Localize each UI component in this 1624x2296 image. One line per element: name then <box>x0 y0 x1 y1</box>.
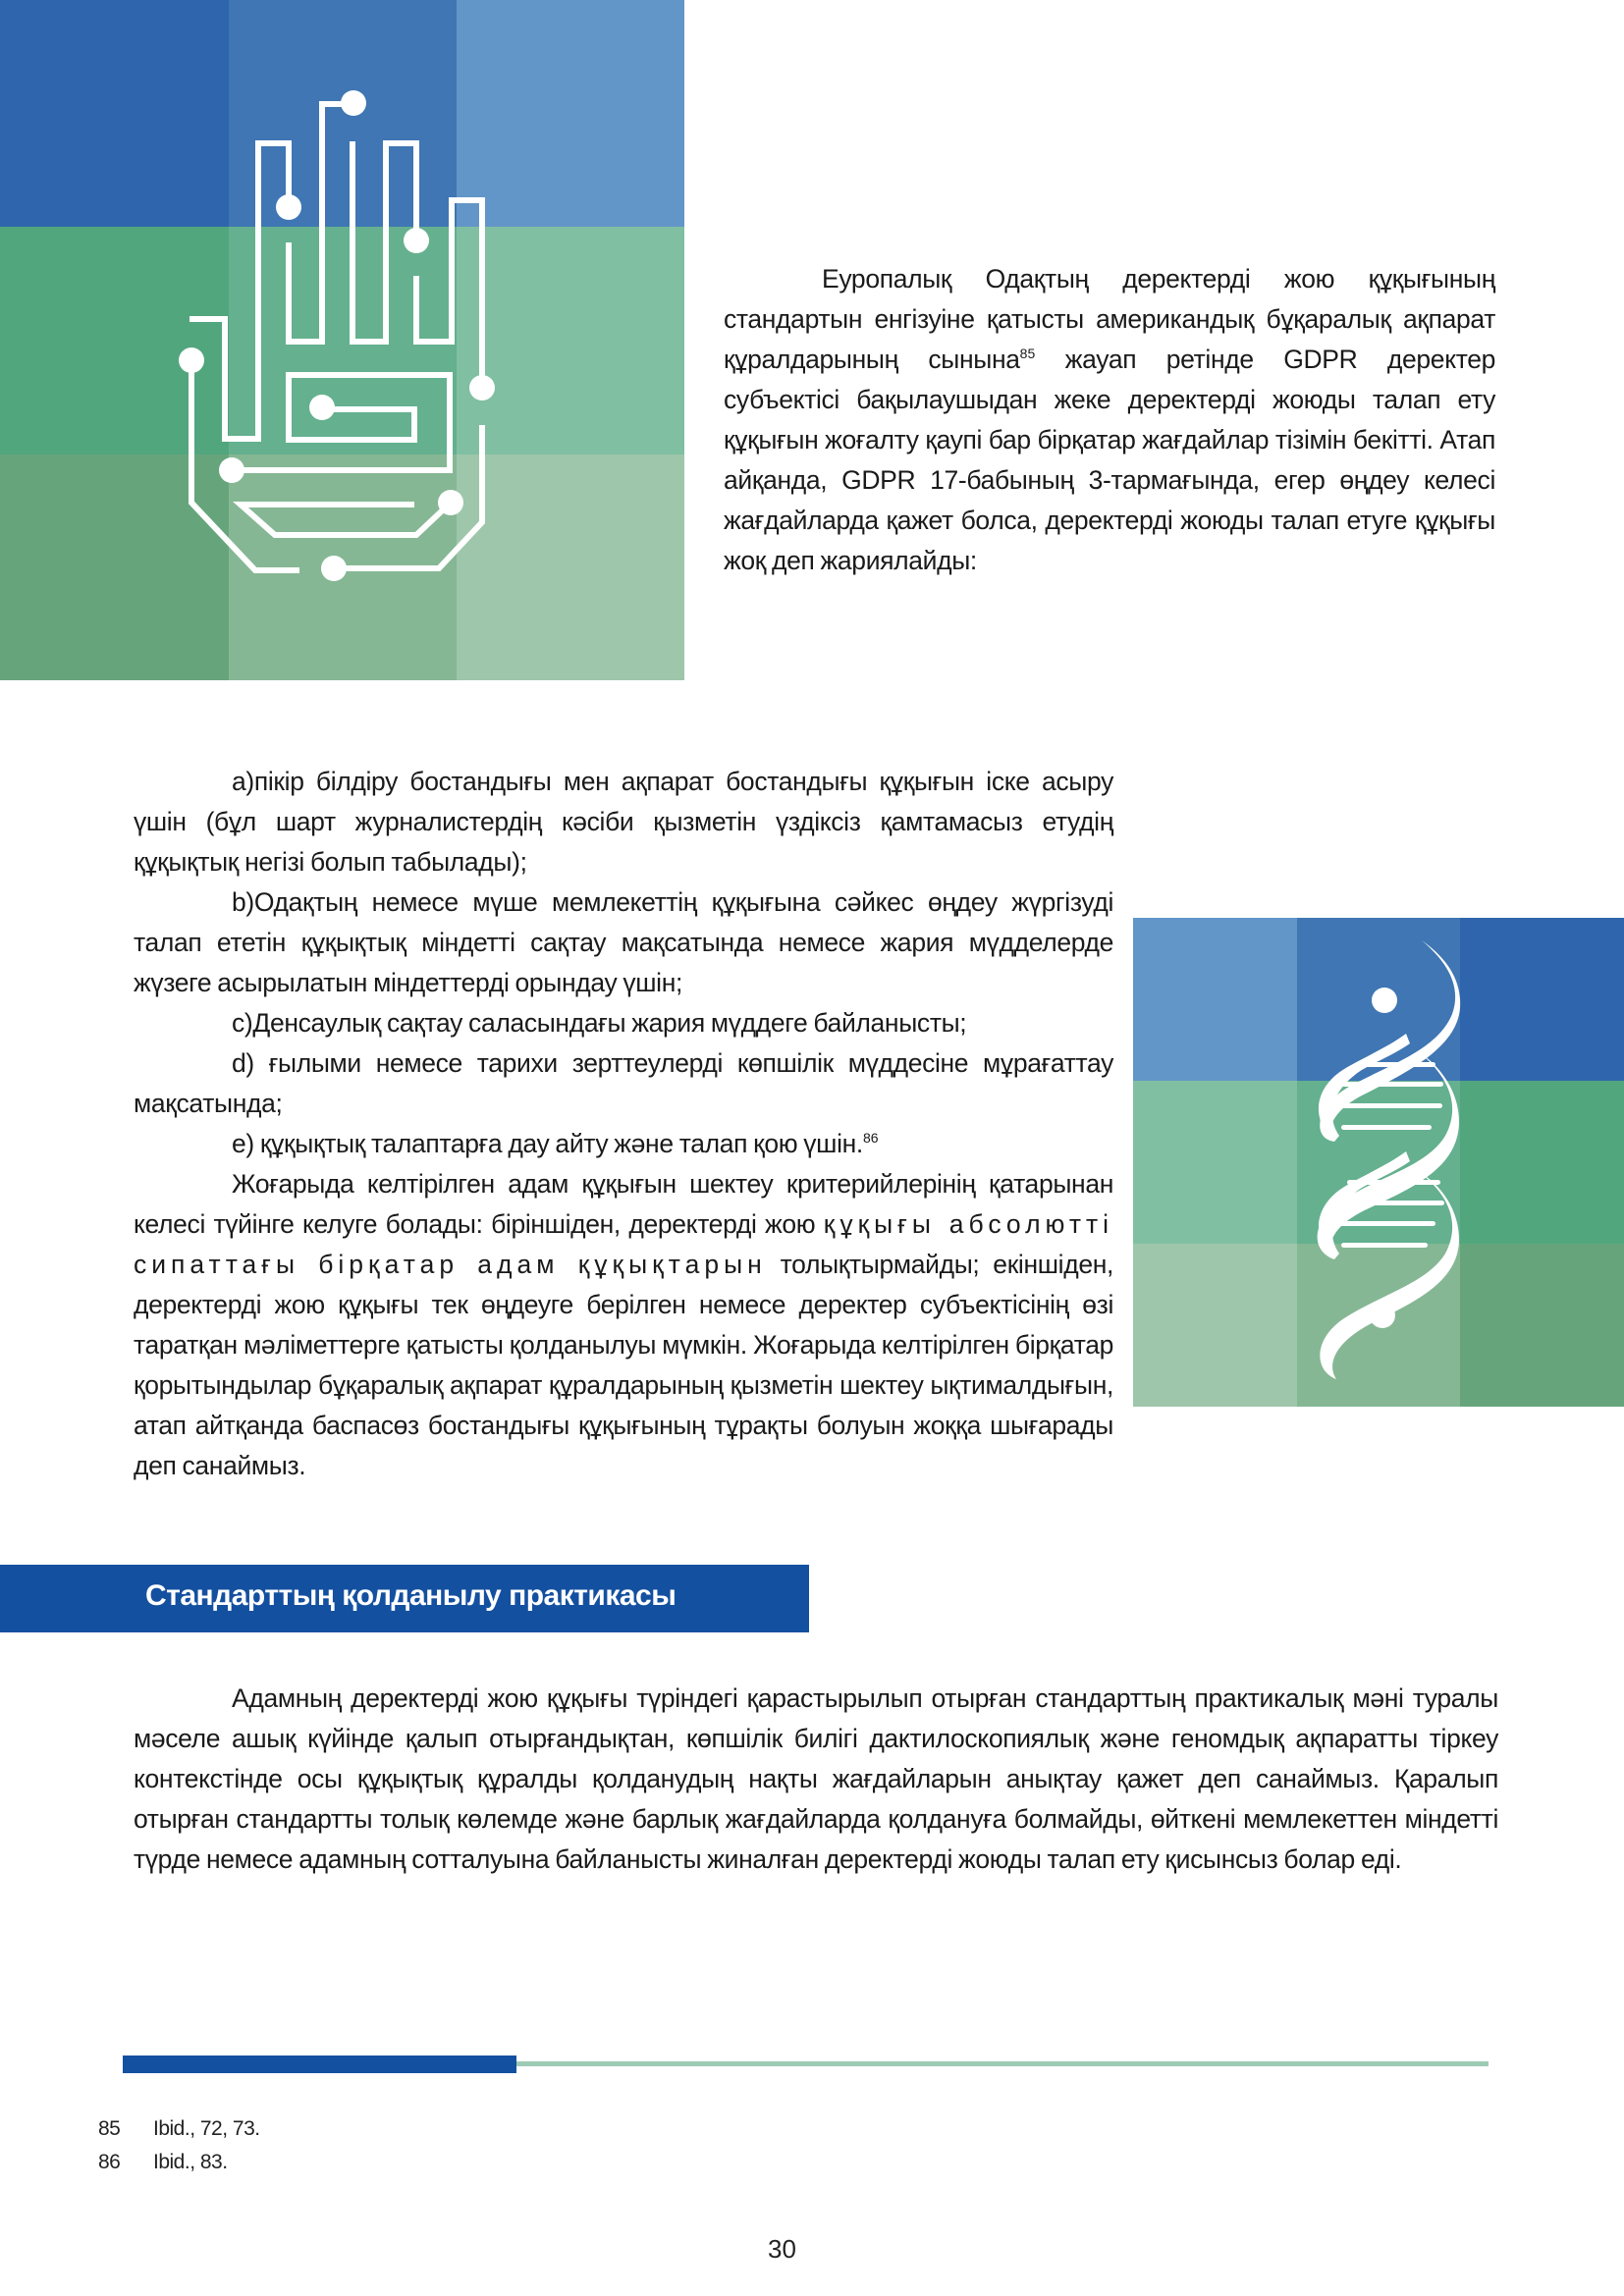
grid-cell <box>457 454 684 680</box>
list-item <box>134 762 1113 882</box>
grid-cell <box>229 454 457 680</box>
grid-cell <box>1297 1081 1460 1244</box>
criteria-list <box>134 762 1113 1486</box>
page-number: 30 <box>768 2234 796 2264</box>
grid-cell <box>1133 918 1297 1081</box>
conclusion-text: Жоғарыда келтірілген адам құқығын шектеу критерийлерінің қатарынан келесі түйінге келуге болады: біріншіден, деректерді жою <box>134 1169 1113 1239</box>
list-item <box>134 1043 1113 1124</box>
grid-cell <box>1460 1081 1624 1244</box>
section-heading: Стандарттың қолданылу практикасы <box>145 1579 677 1612</box>
footnote-ref-86[interactable]: 86 <box>862 1130 879 1147</box>
list-label: a) <box>232 767 254 796</box>
grid-cell <box>0 0 229 227</box>
list-label: c) <box>232 1008 253 1038</box>
footnote-text: Ibid., 72, 73. <box>153 2117 260 2140</box>
grid-cell <box>1297 1244 1460 1407</box>
practice-paragraph <box>134 1679 1498 1880</box>
grid-cell <box>0 454 229 680</box>
list-text: пікір білдіру бостандығы мен ақпарат бостандығы құқығын іске асыру үшін (бұл шарт журналистердің кәсіби қызметін үздіксіз қамтамасыз етудің құқықтық негізі болып табылады); <box>134 767 1113 877</box>
grid-cell <box>0 227 229 454</box>
list-item <box>134 1003 1113 1043</box>
footnote-ref-85[interactable]: 85 <box>1019 346 1036 362</box>
list-text: ғылыми немесе тарихи зерттеулерді көпшілік мүддесіне мұрағаттау мақсатында; <box>134 1048 1113 1118</box>
intro-text-cont: жауап ретінде GDPR деректер субъектісі бақылаушыдан жеке деректерді жоюды талап ету құқығын жоғалту қаупі бар бірқатар жағдайлар тізімін бекітті. Атап айқанда, GDPR 17-бабының 3-тармағында, егер өңдеу келесі жағдайларда қажет болса, деректерді жоюды талап етуге құқығы жоқ деп жариялайды: <box>724 345 1495 575</box>
footnote-separator-blue <box>123 2056 516 2073</box>
footnote-86 <box>98 2151 228 2174</box>
footnote-number: 85 <box>98 2117 121 2140</box>
footnote-text: Ibid., 83. <box>153 2151 228 2173</box>
list-text: Одақтың немесе мүше мемлекеттің құқығына сәйкес өңдеу жүргізуді талап ететін құқықтық міндетті сақтау мақсатында немесе жария мүдделерде жүзеге асырылатын міндеттерді орындау үшін; <box>134 887 1113 997</box>
footnote-85 <box>98 2117 260 2141</box>
grid-cell <box>1460 918 1624 1081</box>
grid-cell <box>1460 1244 1624 1407</box>
section-heading-bar <box>0 1565 809 1632</box>
conclusion-text-cont: толықтырмайды; екіншіден, деректерді жою құқығы тек өңдеуге берілген немесе деректер субъектісінің өзі таратқан мәліметтерге қатысты қолданылуы мүмкін. Жоғарыда келтірілген бірқатар қорытындылар бұқаралық ақпарат құралдарының қызметін шектеу ықтималдығын, атап айтқанда баспасөз бостандығы құқығының тұрақты болуын жоққа шығарады деп санаймыз. <box>134 1250 1114 1480</box>
intro-paragraph <box>724 259 1495 581</box>
grid-cell <box>457 0 684 227</box>
hand-illustration <box>0 0 684 680</box>
list-label: d) <box>232 1048 269 1078</box>
intro-text: Еуропалық Одақтың деректерді жою құқығының стандартын енгізуіне қатысты американдық бұқаралық ақпарат құралдарының сынына <box>724 264 1495 374</box>
conclusion-paragraph <box>134 1164 1113 1486</box>
practice-text: Адамның деректерді жою құқығы түріндегі қарастырылып отырған стандарттың практикалық мәні туралы мәселе ашық күйінде қалып отырғандықтан, көпшілік билігі дактилоскопиялық және геномдық ақпаратты тіркеу контекстінде осы құқықтық құралды қолданудың нақты жағдайларын анықтау қажет деп санаймыз. Қаралып отырған стандартты толық көлемде және барлық жағдайларда қолдануға болмайды, өйткені мемлекеттен міндетті түрде немесе адамның сотталуына байланысты жиналған деректерді жоюды талап ету қисынсыз болар еді. <box>134 1683 1498 1874</box>
dna-illustration <box>1133 918 1624 1407</box>
list-text: Денсаулық сақтау саласындағы жария мүддеге байланысты; <box>252 1008 967 1038</box>
list-item <box>134 1124 1113 1164</box>
conclusion-text-spaced: құқығы абсолютті сипаттағы бірқатар адам құқықтарын <box>134 1209 1113 1279</box>
grid-cell <box>1133 1081 1297 1244</box>
list-label: b) <box>232 887 254 917</box>
grid-cell <box>1297 918 1460 1081</box>
grid-cell <box>229 0 457 227</box>
list-label: e) <box>232 1129 260 1158</box>
grid-cell <box>457 227 684 454</box>
grid-cell <box>1133 1244 1297 1407</box>
footnote-number: 86 <box>98 2151 121 2173</box>
list-text: құқықтық талаптарға дау айту және талап қою үшін. <box>259 1129 863 1158</box>
list-item <box>134 882 1113 1003</box>
grid-cell <box>229 227 457 454</box>
footnote-separator-green <box>516 2061 1489 2066</box>
